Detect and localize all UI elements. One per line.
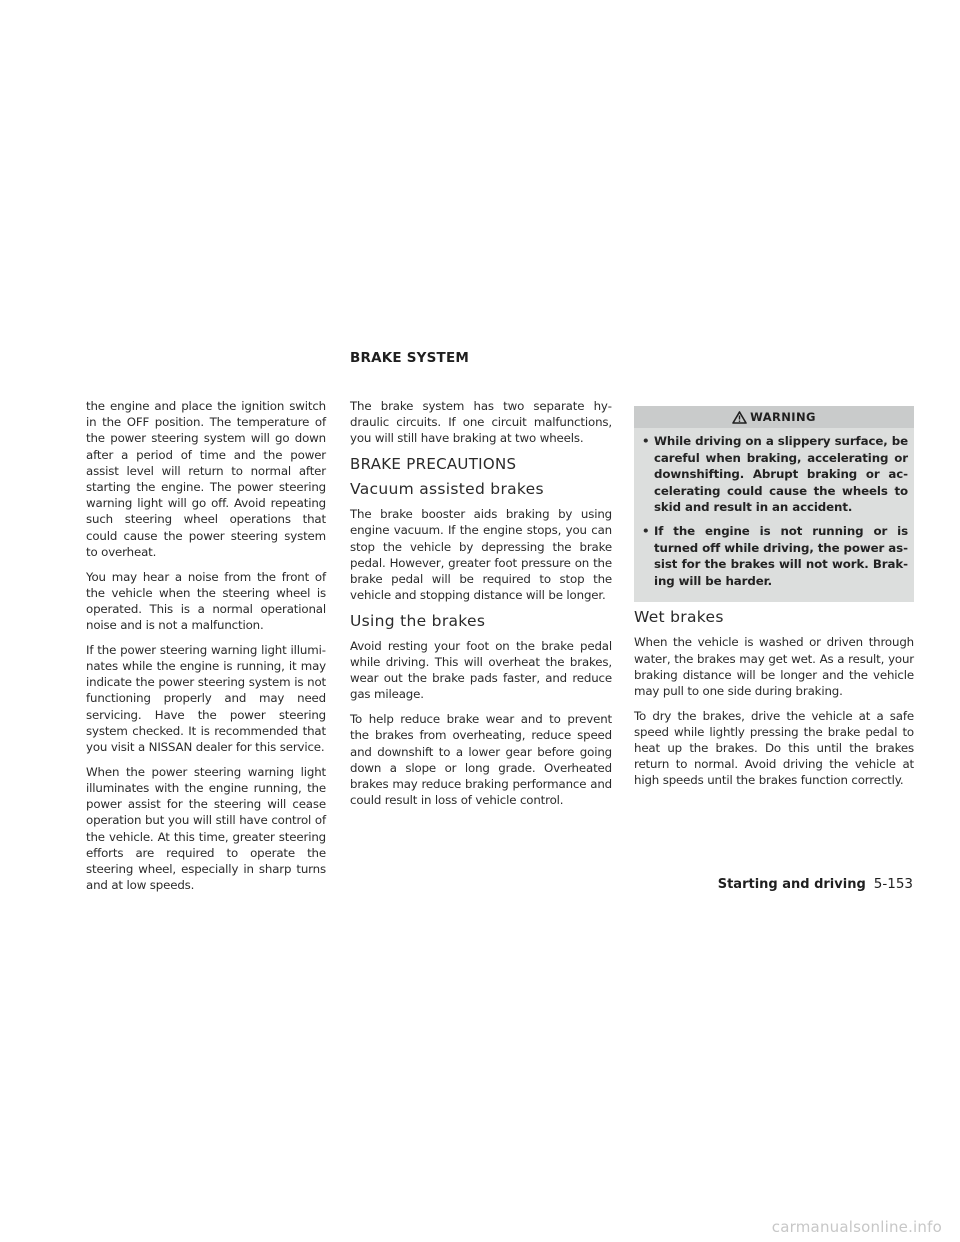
paragraph: When the power steering warning light illuminates with the engine running, the power assist for the steering will cease operation but you will still have control of the vehicle. At this time, greater steering efforts are required to operate the steering wheel, especially in sharp turns and at low speeds. [86, 764, 326, 893]
paragraph: the engine and place the ignition switch in the OFF position. The temperature of the power steering system will go down after a period of time and the power assist level will return to normal after starting the engine. The power steering warning light will go off. Avoid repeating such steering wheel operations that could cause the power steering system to overheat. [86, 399, 326, 559]
warning-title: WARNING [750, 410, 816, 424]
vacuum-brakes-text: The brake booster aids braking by using engine vacuum. If the engine stops, you can stop the vehicle by depressing the brake pedal. However, greater foot pressure on the brake pedal will be required to stop the vehicle and stopping distance will be longer. [350, 507, 612, 603]
paragraph: If the power steering warning light illuminates while the engine is running, it may indicate the power steering system is not functioning properly and may need servicing. Have the power steering system checked. It is recommended that you visit a NISSAN dealer for this service. [86, 642, 326, 755]
paragraph: You may hear a noise from the front of the vehicle when the steering wheel is operated. This is a normal operational noise and is not a malfunction. [86, 569, 326, 633]
warning-header [634, 406, 914, 428]
wet-brakes-text-2: To dry the brakes, drive the vehicle at a safe speed while lightly pressing the brake pedal to heat up the brakes. Do this until the brakes return to normal. Avoid driving the vehicle at high speeds until the brakes function correctly. [634, 708, 914, 788]
left-column [86, 398, 326, 902]
brake-system-intro: The brake system has two separate hydraulic circuits. If one circuit malfunctions, you will still have braking at two wheels. [350, 399, 612, 446]
warning-item-text: If the engine is not running or is turned off while driving, the power assist for the brakes will not work. Braking will be harder. [654, 523, 908, 588]
watermark: carmanualsonline.info [771, 1218, 942, 1236]
right-column [634, 406, 914, 797]
brake-precautions-heading: BRAKE PRECAUTIONS [350, 455, 517, 474]
using-brakes-text-2: To help reduce brake wear and to prevent the brakes from overheating, reduce speed and downshift to a lower gear before going down a slope or long grade. Overheated brakes may reduce braking performance and could result in loss of vehicle control. [350, 712, 612, 808]
warning-box [634, 406, 914, 602]
wet-brakes-text-1: When the vehicle is washed or driven through water, the brakes may get wet. As a result, your braking distance will be longer and the vehicle may pull to one side during braking. [634, 635, 914, 698]
warning-triangle-icon [732, 411, 747, 424]
bullet-icon: • [642, 523, 650, 538]
page-number: 5-153 [873, 876, 913, 892]
warning-item [634, 523, 914, 589]
chapter-label: Starting and driving [717, 877, 866, 892]
bullet-icon: • [642, 434, 650, 448]
using-brakes-text-1: Avoid resting your foot on the brake pedal while driving. This will overheat the brakes, wear out the brake pads faster, and reduce gas mileage. [350, 638, 612, 702]
middle-column [350, 398, 612, 817]
vacuum-brakes-heading: Vacuum assisted brakes [350, 480, 544, 499]
wet-brakes-heading: Wet brakes [634, 608, 724, 627]
page-footer [718, 876, 913, 892]
section-title: BRAKE SYSTEM [350, 350, 470, 366]
using-brakes-heading: Using the brakes [350, 611, 486, 630]
warning-item-text: While driving on a slippery surface, be careful when braking, accelerating or downshifting. Abrupt braking or accelerating could cause the wheels to skid and result in an accident. [654, 434, 908, 515]
warning-item [634, 433, 914, 516]
